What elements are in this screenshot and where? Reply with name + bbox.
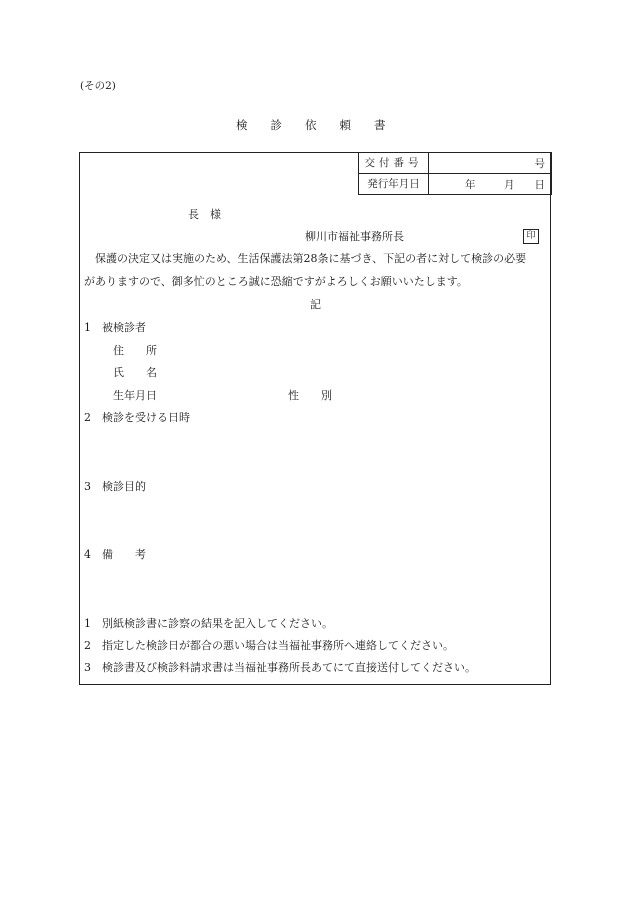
seal-stamp: 印 xyxy=(523,229,539,244)
year-label: 年 xyxy=(465,179,476,191)
body-line-1: 保護の決定又は実施のため、生活保護法第28条に基づき、下記の者に対して検診の必要 xyxy=(95,252,527,265)
section-2-heading: 2 検診を受ける日時 xyxy=(84,411,190,424)
note-1: 1 別紙検診書に診察の結果を記入してください。 xyxy=(84,617,333,630)
section-1-heading: 1 被検診者 xyxy=(84,321,146,334)
birthdate-label: 生年月日 xyxy=(113,389,157,402)
section-4-heading: 4 備 考 xyxy=(84,548,146,561)
issue-date-field[interactable] xyxy=(429,174,552,195)
body-line-2: がありますので、御多忙のところ誠に恐縮ですがよろしくお願いいたします。 xyxy=(84,275,468,288)
addressee-title: 長 様 xyxy=(188,208,221,221)
sender-name: 柳川市福祉事務所長 xyxy=(305,230,404,243)
note-2: 2 指定した検診日が都合の悪い場合は当福祉事務所へ連絡してください。 xyxy=(84,639,454,652)
issue-number-label: 交付番号 xyxy=(359,153,429,174)
document-title: 検診依頼書 xyxy=(236,118,409,132)
issue-date-label: 発行年月日 xyxy=(359,174,429,195)
issue-number-row xyxy=(359,153,552,174)
form-number: (その2) xyxy=(80,80,116,92)
issue-number-field[interactable] xyxy=(429,153,552,174)
sex-label: 性 別 xyxy=(288,389,332,402)
name-label: 氏 名 xyxy=(113,366,157,379)
month-label: 月 xyxy=(504,179,515,191)
note-3: 3 検診書及び検診料請求書は当福祉事務所長あてにて直接送付してください。 xyxy=(84,661,476,674)
header-table xyxy=(358,152,552,195)
ki-label: 記 xyxy=(310,298,321,311)
address-label: 住 所 xyxy=(113,344,157,357)
day-label: 日 xyxy=(534,179,545,191)
section-3-heading: 3 検診目的 xyxy=(84,480,146,493)
issue-date-row xyxy=(359,174,552,195)
issue-number-unit: 号 xyxy=(534,158,545,170)
